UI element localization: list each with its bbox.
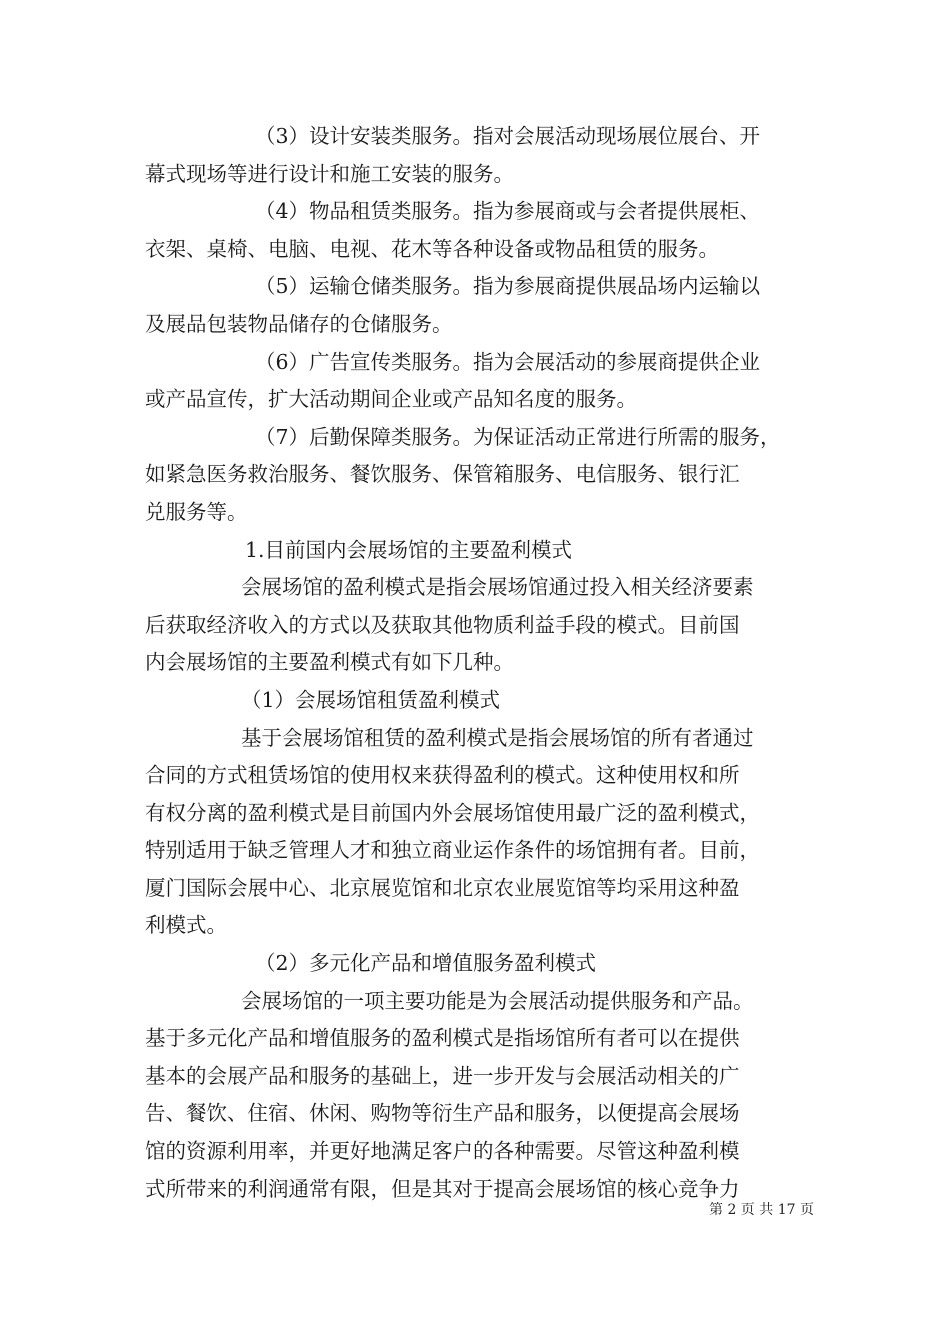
paragraph-line: 基于多元化产品和增值服务的盈利模式是指场馆所有者可以在提供 <box>145 1026 740 1051</box>
paragraph-line: 有权分离的盈利模式是目前国内外会展场馆使用最广泛的盈利模式， <box>145 800 760 825</box>
paragraph-line: 合同的方式租赁场馆的使用权来获得盈利的模式。这种使用权和所 <box>145 763 740 788</box>
paragraph-line: 特别适用于缺乏管理人才和独立商业运作条件的场馆拥有者。目前， <box>145 838 760 863</box>
paragraph-line: （4）物品租赁类服务。指为参展商或与会者提供展柜、 <box>255 199 761 224</box>
paragraph-line: 如紧急医务救治服务、餐饮服务、保管箱服务、电信服务、银行汇 <box>145 462 740 487</box>
paragraph-line: 后获取经济收入的方式以及获取其他物质利益手段的模式。目前国 <box>145 612 740 637</box>
paragraph-line: 基本的会展产品和服务的基础上，进一步开发与会展活动相关的广 <box>145 1063 740 1088</box>
section-heading: 1.目前国内会展场馆的主要盈利模式 <box>245 537 573 562</box>
body-text <box>145 118 810 1208</box>
paragraph-line: 厦门国际会展中心、北京展览馆和北京农业展览馆等均采用这种盈 <box>145 875 740 900</box>
paragraph-line: 或产品宣传，扩大活动期间企业或产品知名度的服务。 <box>145 387 637 412</box>
paragraph-line: 内会展场馆的主要盈利模式有如下几种。 <box>145 650 514 675</box>
paragraph-line: 及展品包装物品储存的仓储服务。 <box>145 311 453 336</box>
paragraph-line: 兑服务等。 <box>145 499 248 524</box>
paragraph-line: 会展场馆的盈利模式是指会展场馆通过投入相关经济要素 <box>241 575 754 600</box>
paragraph-line: 利模式。 <box>145 913 227 938</box>
paragraph-line: （6）广告宣传类服务。指为会展活动的参展商提供企业 <box>255 349 761 374</box>
paragraph-line: 告、餐饮、住宿、休闲、购物等衍生产品和服务，以便提高会展场 <box>145 1101 740 1126</box>
paragraph-line: 会展场馆的一项主要功能是为会展活动提供服务和产品。 <box>241 988 754 1013</box>
paragraph-line: （7）后勤保障类服务。为保证活动正常进行所需的服务， <box>255 424 781 449</box>
paragraph-line: （3）设计安装类服务。指对会展活动现场展位展台、开 <box>255 124 761 148</box>
subsection-heading: （1）会展场馆租赁盈利模式 <box>241 687 501 712</box>
paragraph-line: 馆的资源利用率，并更好地满足客户的各种需要。尽管这种盈利模 <box>145 1139 740 1164</box>
paragraph-line: 基于会展场馆租赁的盈利模式是指会展场馆的所有者通过 <box>241 725 754 750</box>
subsection-heading: （2）多元化产品和增值服务盈利模式 <box>255 951 597 976</box>
paragraph-line: 式所带来的利润通常有限，但是其对于提高会展场馆的核心竞争力 <box>145 1176 740 1201</box>
page-number-footer: 第 2 页 共 17 页 <box>709 1202 814 1218</box>
paragraph-line: （5）运输仓储类服务。指为参展商提供展品场内运输以 <box>255 274 761 299</box>
paragraph-line: 幕式现场等进行设计和施工安装的服务。 <box>145 161 514 186</box>
paragraph-line: 衣架、桌椅、电脑、电视、花木等各种设备或物品租赁的服务。 <box>145 236 719 261</box>
